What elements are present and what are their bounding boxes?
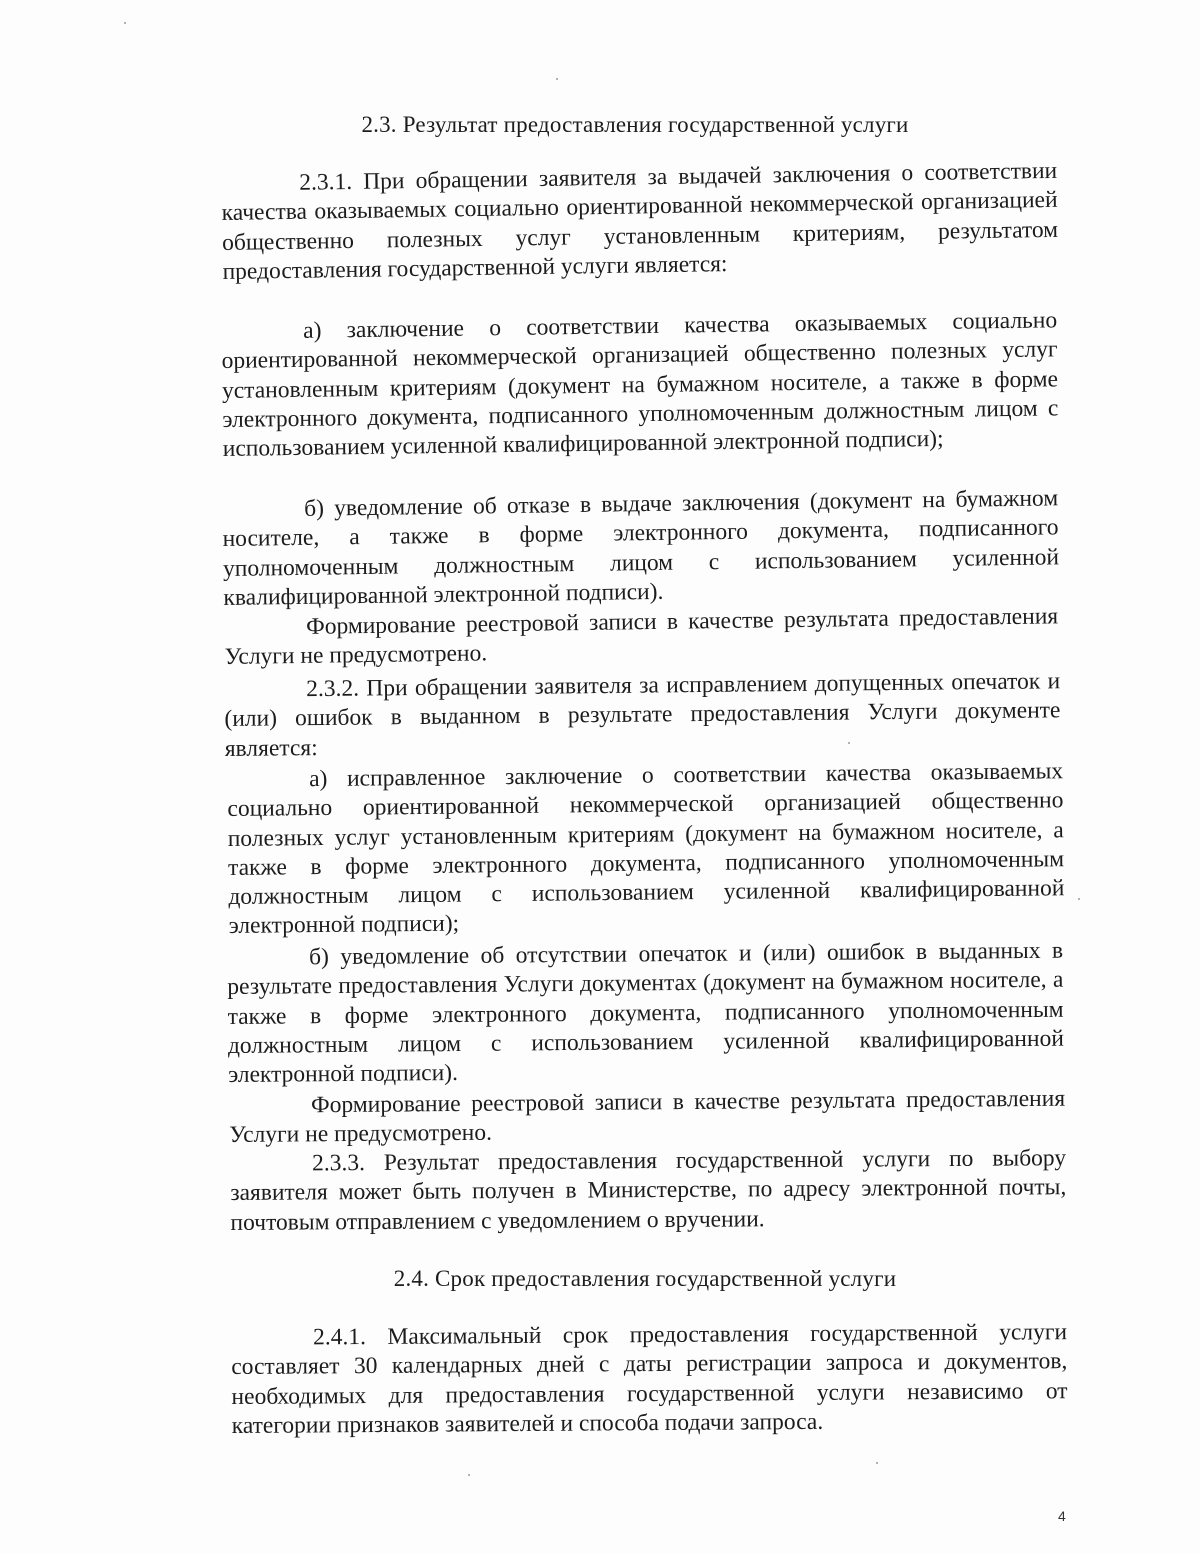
paragraph-2-4-1: 2.4.1. Максимальный срок предоставления государственной услуги составляет 30 календарных дней с даты регистрации запроса и документов, необходимых для предоставления государственной услуги независимо от категории признаков заявителей и способа подачи запроса.: [231, 1319, 1068, 1439]
scan-speck: [848, 742, 850, 744]
paragraph-2-3-2-a: а) исправленное заключение о соответствии качества оказываемых социально ориентированной некоммерческой организацией общественно полезных услуг установленным критериям (документ на бумажном носителе, а также в форме электронного документа, подписанного уполномоченным должностным лицом с использованием усиленной квалифицированной электронной подписи);: [227, 758, 1065, 940]
scan-speck: [468, 1474, 470, 1476]
paragraph-2-3-1-a: а) заключение о соответствии качества оказываемых социально ориентированной некоммерческой организацией общественно полезных услуг установленным критериям (документ на бумажном носителе, а также в форме электронного документа, подписанного уполномоченным должностным лицом с использованием усиленной квалифицированной электронной подписи);: [221, 307, 1059, 463]
paragraph-2-3-1: 2.3.1. При обращении заявителя за выдачей заключения о соответствии качества оказываемых социально ориентированной некоммерческой организацией общественно полезных услуг установленным критериям, результатом предоставления государственной услуги является:: [221, 157, 1059, 285]
paragraph-2-3-2-b: б) уведомление об отсутствии опечаток и (или) ошибок в выданных в результате предоставления Услуги документах (документ на бумажном носителе, а также в форме электронного документа, подписанного уполномоченным должностным лицом с использованием усиленной квалифицированной электронной подписи).: [227, 937, 1064, 1089]
scan-speck: [124, 22, 126, 24]
paragraph-2-3-1-b: б) уведомление об отказе в выдаче заключения (документ на бумажном носителе, а также в форме электронного документа, подписанного уполномоченным должностным лицом с использованием усиленной квалифицированной электронной подписи).: [222, 485, 1060, 611]
scan-speck: [556, 78, 558, 80]
paragraph-2-3-1-registry: Формирование реестровой записи в качестве результата предоставления Услуги не предусмотрено.: [224, 603, 1059, 671]
paragraph-2-3-2: 2.3.2. При обращении заявителя за исправлением допущенных опечаток и (или) ошибок в выданном в результате предоставления Услуги документе является:: [224, 668, 1061, 762]
section-heading-2-4: 2.4. Срок предоставления государственной услуги: [393, 1266, 897, 1291]
paragraph-2-3-3: 2.3.3. Результат предоставления государственной услуги по выбору заявителя может быть получен в Министерстве, по адресу электронной почты, почтовым отправлением с уведомлением о вручении.: [230, 1145, 1067, 1236]
paragraph-2-3-2-registry: Формирование реестровой записи в качестве результата предоставления Услуги не предусмотрено.: [229, 1085, 1066, 1149]
section-heading-2-3: 2.3. Результат предоставления государственной услуги: [361, 112, 909, 137]
scan-speck: [876, 1462, 878, 1464]
page-number: 4: [1058, 1508, 1066, 1524]
scan-speck: [1078, 898, 1080, 900]
